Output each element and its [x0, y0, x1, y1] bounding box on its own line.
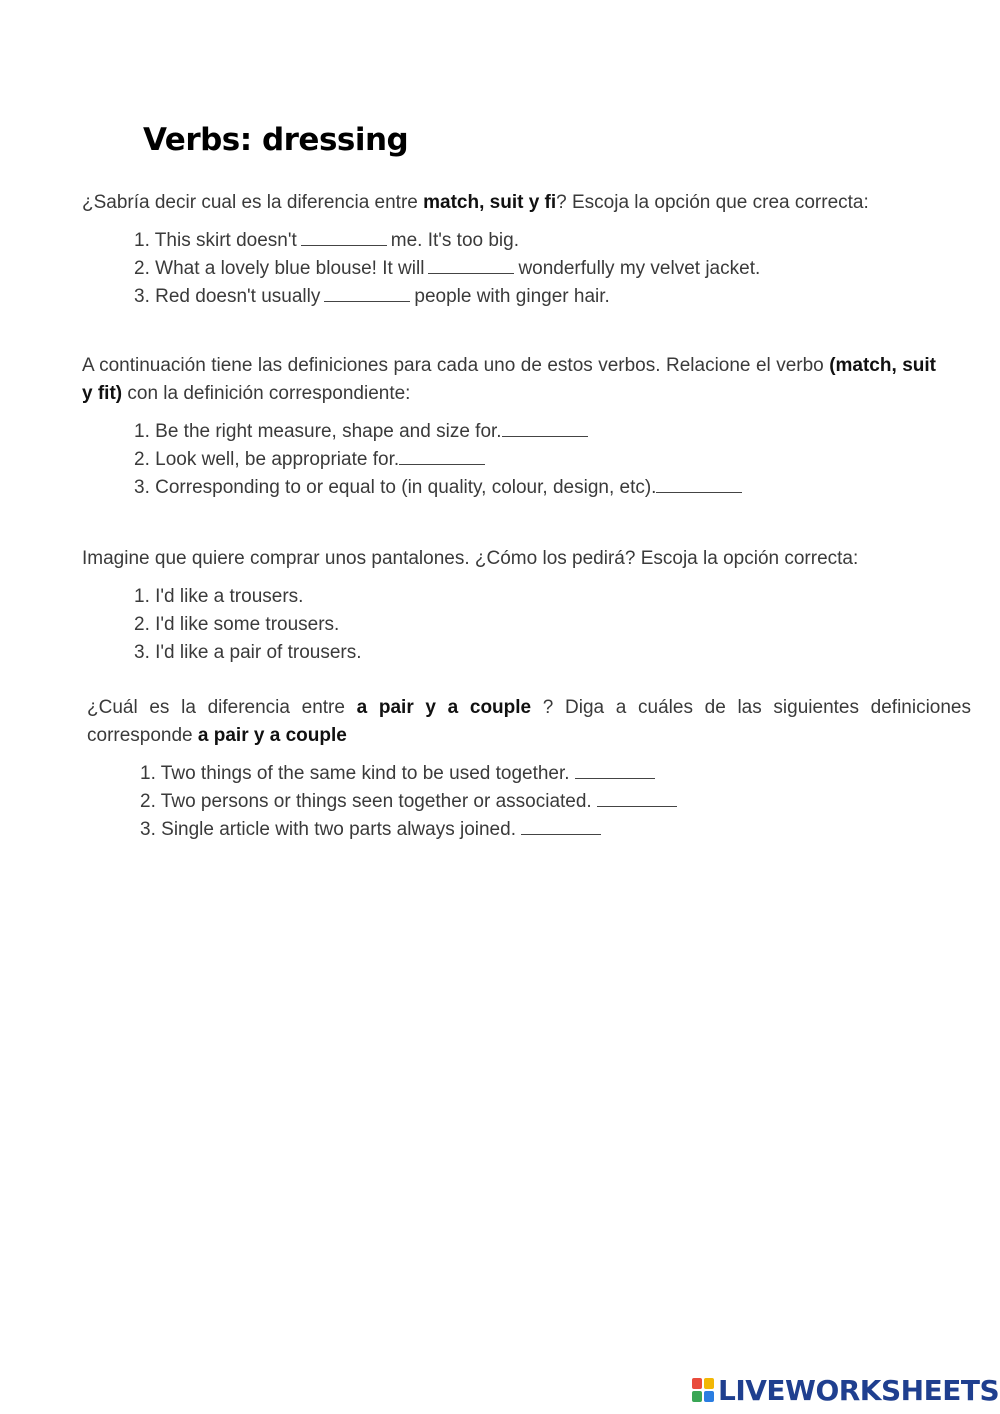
option-item[interactable]: 3. I'd like a pair of trousers. [134, 642, 362, 663]
blank-input[interactable] [428, 272, 514, 274]
list-item: 3. Corresponding to or equal to (in quality, colour, design, etc). [134, 474, 936, 502]
exercise-list [134, 418, 936, 502]
list-item: 2. What a lovely blue blouse! It will wonderfully my velvet jacket. [134, 258, 761, 279]
logo-square [704, 1391, 714, 1402]
logo-mark-icon [692, 1378, 714, 1402]
blank-input[interactable] [502, 435, 588, 437]
list-item: 2. Two persons or things seen together or associated. [140, 788, 971, 816]
blank-input[interactable] [575, 777, 655, 779]
section-intro: Imagine que quiere comprar unos pantalones. ¿Cómo los pedirá? Escoja la opción correcta: [82, 548, 859, 569]
section-fill-verbs [82, 189, 942, 311]
blank-input[interactable] [656, 491, 742, 493]
blank-input[interactable] [521, 833, 601, 835]
list-item: 1. Be the right measure, shape and size for. [134, 418, 936, 446]
section-intro: ¿Sabría decir cual es la diferencia entre match, suit y fi? Escoja la opción que crea correcta: [82, 192, 869, 213]
section-trousers [82, 545, 962, 667]
section-intro: ¿Cuál es la diferencia entre a pair y a couple ? Diga a cuáles de las siguientes definiciones corresponde a pair y a couple [87, 697, 971, 746]
option-list [134, 583, 962, 667]
section-pair-couple [87, 694, 971, 844]
section-definitions [82, 352, 936, 502]
logo-text: LIVEWORKSHEETS [718, 1373, 1000, 1407]
blank-input[interactable] [399, 463, 485, 465]
blank-input[interactable] [324, 300, 410, 302]
page-title: Verbs: dressing [143, 122, 409, 158]
list-item: 3. Single article with two parts always joined. [140, 816, 971, 844]
list-item: 3. Red doesn't usually people with ginger hair. [134, 286, 610, 307]
list-item: 1. This skirt doesn't me. It's too big. [134, 230, 519, 251]
logo-square [692, 1391, 702, 1402]
blank-input[interactable] [301, 244, 387, 246]
list-item: 1. Two things of the same kind to be used together. [140, 760, 971, 788]
option-item[interactable]: 2. I'd like some trousers. [134, 614, 340, 635]
liveworksheets-logo [692, 1374, 999, 1406]
blank-input[interactable] [597, 805, 677, 807]
exercise-list [140, 760, 971, 844]
exercise-list [134, 227, 942, 311]
logo-square [704, 1378, 714, 1389]
option-item[interactable]: 1. I'd like a trousers. [134, 586, 304, 607]
section-intro: A continuación tiene las definiciones para cada uno de estos verbos. Relacione el verbo (match, suit y fit) con la definición correspondiente: [82, 355, 936, 404]
list-item: 2. Look well, be appropriate for. [134, 446, 936, 474]
logo-square [692, 1378, 702, 1389]
